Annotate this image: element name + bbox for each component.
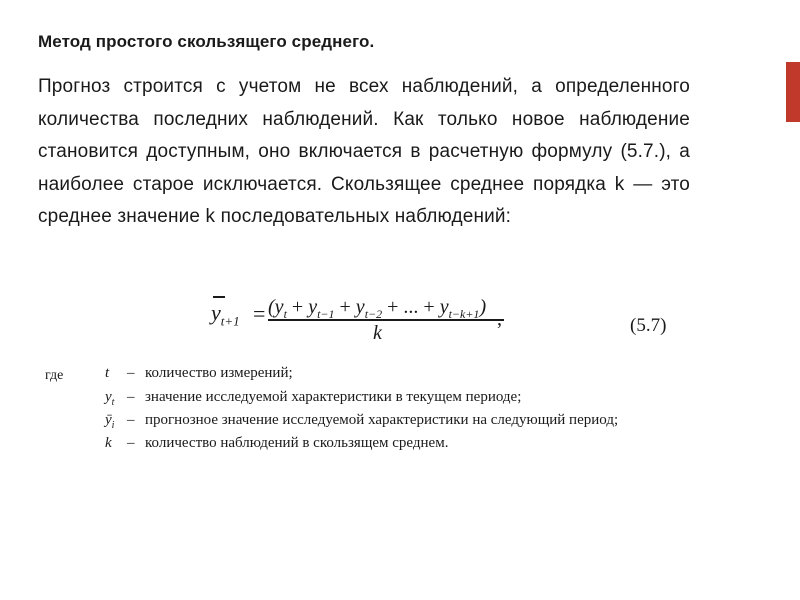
- term1: y: [274, 296, 284, 318]
- term4: y: [439, 296, 449, 318]
- legend-symbol: [105, 389, 127, 408]
- legend-symbol-sub: t: [111, 397, 115, 408]
- slide-heading: Метод простого скользящего среднего.: [38, 32, 375, 51]
- legend-item: [105, 365, 293, 387]
- term3-sub: t−2: [364, 307, 383, 321]
- term2-sub: t−1: [317, 307, 335, 321]
- legend-symbol: [105, 365, 127, 384]
- slide-paragraph: Прогноз строится с учетом не всех наблюдений, а определенного количества последних наблюдений. Как только новое наблюдение становится доступным, оно включается в расчетную формулу (5.7.), а наиболее старое исключается. Скользящее среднее порядка k — это среднее значение k последовательных наблюдений:: [38, 76, 690, 227]
- plus1: +: [286, 296, 309, 318]
- term1-sub: t: [283, 307, 287, 321]
- legend-text: количество измерений;: [145, 365, 293, 381]
- formula-lhs-var: y: [211, 300, 221, 325]
- plus2: +: [334, 296, 356, 318]
- legend-symbol-sub: i: [111, 420, 115, 431]
- formula-equals: =: [253, 301, 266, 326]
- legend-symbol-text: k: [105, 435, 112, 451]
- legend-symbol-text: y: [105, 389, 112, 405]
- numerator-open: (: [268, 296, 275, 318]
- legend-item: [105, 389, 521, 411]
- legend-where: где: [45, 368, 64, 383]
- formula-comma: ,: [497, 308, 502, 330]
- moving-average-formula: [205, 290, 695, 350]
- legend-dash: –: [127, 389, 135, 405]
- legend-text: прогнозное значение исследуемой характеристики на следующий период;: [145, 412, 619, 428]
- legend-symbol: [105, 412, 127, 431]
- term2: y: [308, 296, 318, 318]
- formula-denominator: k: [373, 322, 382, 344]
- formula-lhs-sub: t+1: [220, 313, 240, 329]
- term3: y: [355, 296, 365, 318]
- plus3: + ... +: [382, 296, 440, 318]
- legend-symbol-text: ȳ: [105, 412, 112, 428]
- formula-number: (5.7): [630, 315, 667, 336]
- legend-item: [105, 412, 618, 434]
- formula-lhs: [211, 300, 240, 329]
- legend-text: значение исследуемой характеристики в текущем периоде;: [145, 389, 522, 405]
- numerator-close: ): [479, 296, 487, 318]
- legend-dash: –: [127, 365, 135, 381]
- legend-dash: –: [127, 412, 135, 428]
- legend-dash: –: [127, 435, 135, 451]
- legend-text: количество наблюдений в скользящем среднем.: [145, 435, 449, 451]
- overline: [213, 296, 225, 298]
- legend-symbol-text: t: [105, 365, 110, 381]
- legend-symbol: [105, 435, 127, 454]
- fraction-line: [268, 319, 504, 321]
- accent-bar: [786, 62, 800, 122]
- term4-sub: t−k+1: [448, 307, 480, 321]
- legend-item: [105, 435, 448, 457]
